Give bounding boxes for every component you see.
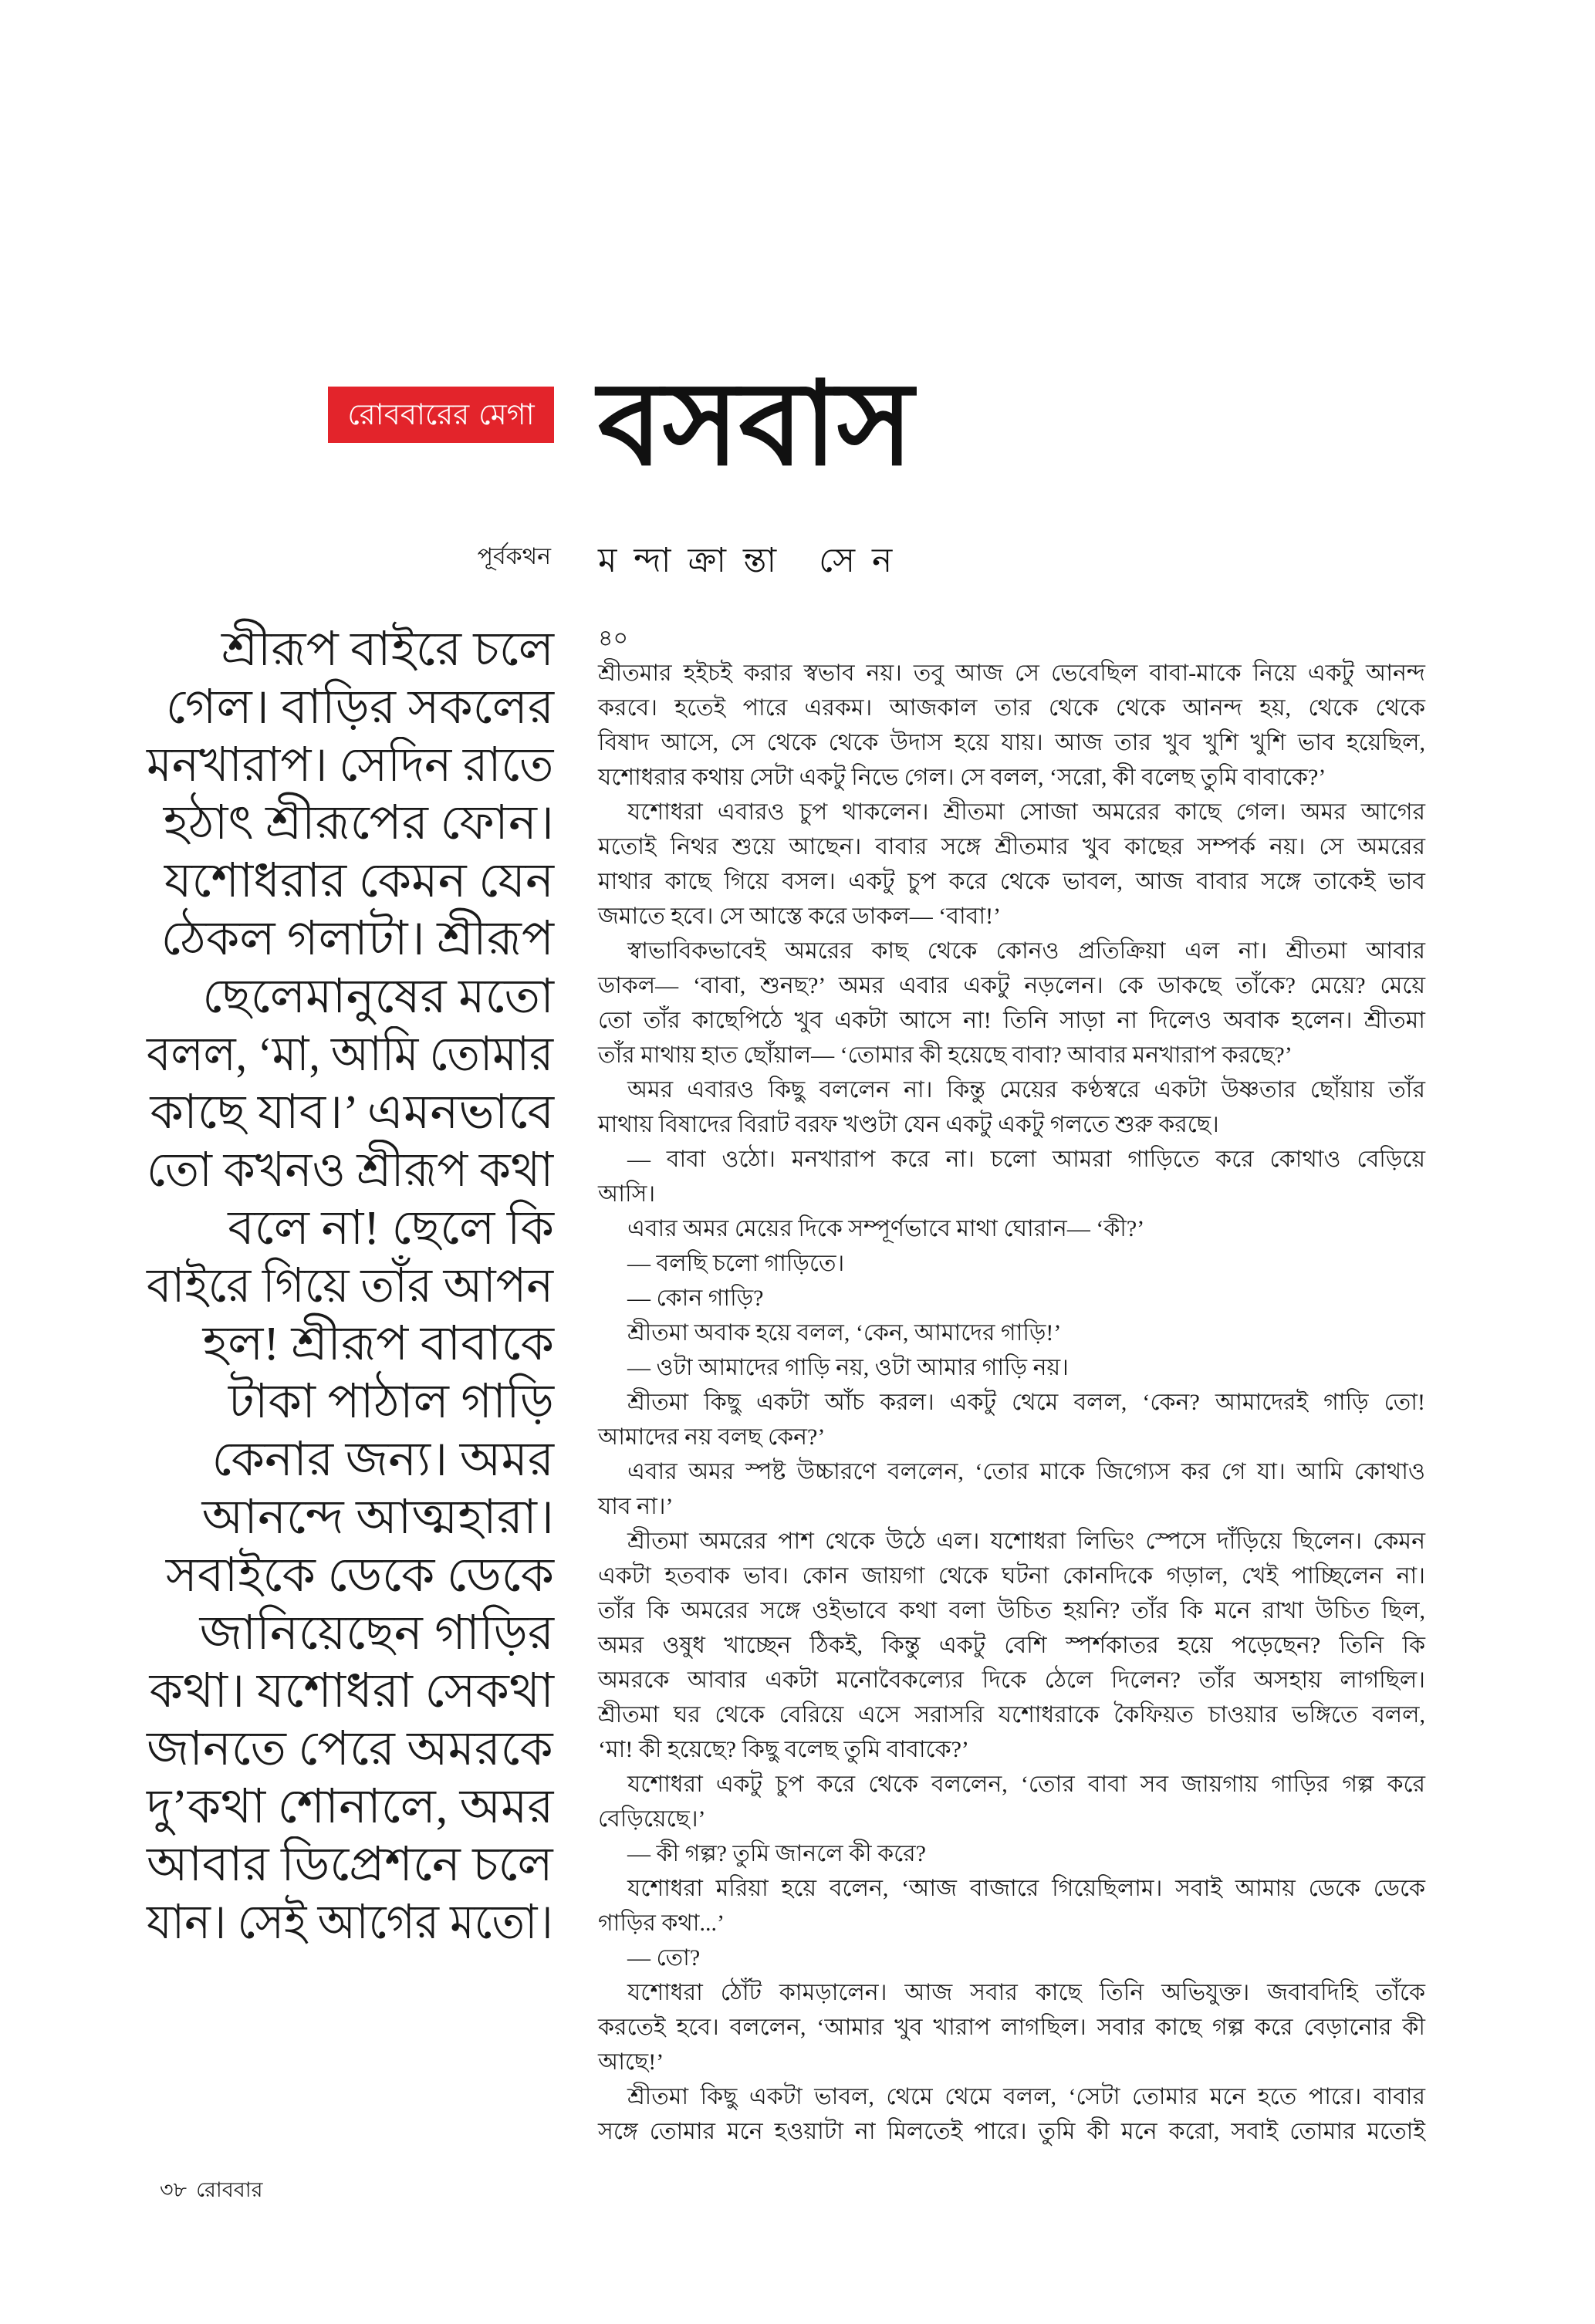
pull-quote-line bbox=[147, 1258, 554, 1316]
body-paragraph bbox=[598, 1767, 1425, 1836]
pull-quote-line-text: কথা। যশোধরা সেকথা bbox=[149, 1665, 554, 1718]
body-paragraph bbox=[598, 934, 1425, 1072]
body-line-text: — কোন গাড়ি? bbox=[627, 1285, 764, 1311]
body-line bbox=[598, 1975, 1425, 2010]
body-paragraph bbox=[598, 1316, 1425, 1350]
body-line-text: যাব না।’ bbox=[598, 1494, 674, 1519]
body-paragraph bbox=[598, 1072, 1425, 1142]
body-line-text: — বলছি চলো গাড়িতে। bbox=[627, 1251, 845, 1276]
body-line-text: শ্রীতমা অবাক হয়ে বলল, ‘কেন, আমাদের গাড়ি!’ bbox=[627, 1320, 1062, 1346]
body-line-text: গাড়ির কথা...’ bbox=[598, 1910, 725, 1936]
body-line-text: জমাতে হবে। সে আস্তে করে ডাকল— ‘বাবা!’ bbox=[598, 904, 1002, 929]
pull-quote-line-text: ছেলেমানুষের মতো bbox=[202, 971, 554, 1023]
body-line bbox=[598, 2114, 1425, 2149]
body-line bbox=[598, 1350, 1425, 1385]
body-line bbox=[598, 1628, 1425, 1663]
pull-quote-line bbox=[147, 1721, 554, 1778]
body-line bbox=[598, 1836, 1425, 1871]
pull-quote-line-text: তো কখনও শ্রীরূপ কথা bbox=[147, 1144, 554, 1197]
body-paragraph bbox=[598, 1941, 1425, 1975]
body-line bbox=[598, 656, 1425, 691]
body-line bbox=[598, 795, 1425, 829]
body-line bbox=[598, 1697, 1425, 1732]
body-line bbox=[598, 2079, 1425, 2114]
body-line bbox=[598, 1385, 1425, 1420]
pull-quote-line-text: যশোধরার কেমন যেন bbox=[164, 855, 554, 907]
pull-quote-line bbox=[147, 1084, 554, 1142]
body-paragraph bbox=[598, 1454, 1425, 1524]
body-line bbox=[598, 1906, 1425, 1941]
body-line-text: এবার অমর স্পষ্ট উচ্চারণে বললেন, ‘তোর মাকে জিগ্যেস কর গে যা। আমি কোথাও bbox=[627, 1459, 1425, 1485]
body-line-text: তো তাঁর কাছেপিঠে খুব একটা আসে না! তিনি সাড়া না দিলেও অবাক হলেন। শ্রীতমা bbox=[598, 1008, 1425, 1033]
body-line bbox=[598, 725, 1425, 760]
page-footer bbox=[160, 2176, 262, 2204]
body-line-text: বেড়িয়েছে।’ bbox=[598, 1806, 706, 1832]
pull-quote-line-text: হল! শ্রীরূপ বাবাকে bbox=[202, 1318, 554, 1370]
body-paragraph bbox=[598, 1836, 1425, 1871]
body-line-text: বিষাদ আসে, সে থেকে থেকে উদাস হয়ে যায়। আজ তার খুব খুশি খুশি ভাব হয়েছিল, bbox=[598, 730, 1425, 755]
pull-quote bbox=[147, 621, 554, 1952]
pull-quote-line-text: ঠেকল গলাটা। শ্রীরূপ bbox=[161, 913, 554, 965]
body-line-text: শ্রীতমা অমরের পাশ থেকে উঠে এল। যশোধরা লিভিং স্পেসে দাঁড়িয়ে ছিলেন। কেমন bbox=[627, 1529, 1425, 1554]
body-line bbox=[598, 1316, 1425, 1350]
pull-quote-line-text: বলে না! ছেলে কি bbox=[228, 1202, 554, 1255]
pull-quote-line bbox=[147, 1605, 554, 1663]
body-line-text: সঙ্গে তোমার মনে হওয়াটা না মিলতেই পারে। তুমি কী মনে করো, সবাই তোমার মতোই bbox=[598, 2119, 1425, 2144]
body-line bbox=[598, 864, 1425, 899]
body-line-text: অমরকে আবার একটা মনোবৈকল্যের দিকে ঠেলে দিলেন? তাঁর অসহায় লাগছিল। bbox=[598, 1667, 1425, 1693]
magazine-name: রোববার bbox=[196, 2178, 263, 2201]
body-line-text: আমাদের নয় বলছ কেন?’ bbox=[598, 1424, 826, 1450]
section-label: পূর্বকথন bbox=[477, 544, 551, 569]
body-line bbox=[598, 1559, 1425, 1593]
pull-quote-line bbox=[147, 968, 554, 1026]
pull-quote-line-text: বলল, ‘মা, আমি তোমার bbox=[147, 1029, 554, 1081]
body-line-text: অমর এবারও কিছু বললেন না। কিন্তু মেয়ের কণ্ঠস্বরে একটা উষ্ণতার ছোঁয়ায় তাঁর bbox=[627, 1077, 1425, 1103]
body-paragraph bbox=[598, 1975, 1425, 2079]
body-line-text: যশোধরার কথায় সেটা একটু নিভে গেল। সে বলল, ‘সরো, কী বলেছ তুমি বাবাকে?’ bbox=[598, 765, 1326, 790]
body-line bbox=[598, 1802, 1425, 1836]
body-paragraph bbox=[598, 1350, 1425, 1385]
body-line-text: — ওটা আমাদের গাড়ি নয়, ওটা আমার গাড়ি নয়। bbox=[627, 1355, 1069, 1380]
pull-quote-line bbox=[147, 1547, 554, 1605]
body-line bbox=[598, 1177, 1425, 1211]
installment-number bbox=[598, 621, 1425, 656]
body-line-text: — কী গল্প? তুমি জানলে কী করে? bbox=[627, 1841, 927, 1866]
article-body bbox=[598, 621, 1425, 2149]
body-line-text: যশোধরা এবারও চুপ থাকলেন। শ্রীতমা সোজা অমরের কাছে গেল। অমর আগের bbox=[627, 799, 1425, 825]
pull-quote-line bbox=[147, 1373, 554, 1431]
body-line-text: শ্রীতমা ঘর থেকে বেরিয়ে এসে সরাসরি যশোধরাকে কৈফিয়ত চাওয়ার ভঙ্গিতে বলল, bbox=[598, 1702, 1425, 1728]
body-line bbox=[598, 1072, 1425, 1107]
pull-quote-line-text: কেনার জন্য। অমর bbox=[211, 1434, 554, 1486]
body-line-text: ‘মা! কী হয়েছে? কিছু বলেছ তুমি বাবাকে?’ bbox=[598, 1737, 969, 1762]
pull-quote-line bbox=[147, 1836, 554, 1894]
pull-quote-line bbox=[147, 679, 554, 737]
body-line-text: আসি। bbox=[598, 1181, 656, 1207]
pull-quote-line bbox=[147, 795, 554, 853]
body-line-text: অমর ওষুধ খাচ্ছেন ঠিকই, কিন্তু একটু বেশি স্পর্শকাতর হয়ে পড়েছেন? তিনি কি bbox=[598, 1633, 1425, 1658]
pull-quote-line-text: কাছে যাব।’ এমনভাবে bbox=[150, 1086, 554, 1139]
pull-quote-line-text: আনন্দে আত্মহারা। bbox=[201, 1491, 554, 1544]
pull-quote-line-text: যান। সেই আগের মতো। bbox=[147, 1897, 553, 1949]
body-line-text: এবার অমর মেয়ের দিকে সম্পূর্ণভাবে মাথা ঘোরান— ‘কী?’ bbox=[627, 1216, 1145, 1241]
body-line bbox=[598, 1489, 1425, 1524]
body-line-text: তাঁর কি অমরের সঙ্গে ওইভাবে কথা বলা উচিত হয়নি? তাঁর কি মনে রাখা উচিত ছিল, bbox=[598, 1598, 1425, 1623]
body-line bbox=[598, 1663, 1425, 1697]
pull-quote-line bbox=[147, 1778, 554, 1836]
page-number: ৩৮ bbox=[160, 2178, 188, 2201]
pull-quote-line-text: হঠাৎ শ্রীরূপের ফোন। bbox=[163, 797, 554, 850]
pull-quote-line-text: গেল। বাড়ির সকলের bbox=[165, 681, 554, 734]
body-line bbox=[598, 829, 1425, 864]
body-paragraph bbox=[598, 1211, 1425, 1246]
body-paragraph bbox=[598, 1142, 1425, 1211]
body-line bbox=[598, 1003, 1425, 1038]
pull-quote-line-text: জানিয়েছেন গাড়ির bbox=[199, 1607, 554, 1660]
body-line bbox=[598, 1420, 1425, 1454]
pull-quote-line-text: বাইরে গিয়ে তাঁর আপন bbox=[147, 1260, 554, 1312]
body-line bbox=[598, 899, 1425, 934]
pull-quote-line bbox=[147, 1489, 554, 1547]
body-line-text: করবে। হতেই পারে এরকম। আজকাল তার থেকে থেকে আনন্দ হয়, থেকে থেকে bbox=[598, 695, 1425, 721]
body-line-text: করতেই হবে। বললেন, ‘আমার খুব খারাপ লাগছিল। সবার কাছে গল্প করে বেড়ানোর কী bbox=[598, 2015, 1425, 2040]
body-line-text: আছে!’ bbox=[598, 2049, 664, 2075]
body-line-text: স্বাভাবিকভাবেই অমরের কাছ থেকে কোনও প্রতিক্রিয়া এল না। শ্রীতমা আবার bbox=[627, 938, 1425, 964]
body-line bbox=[598, 691, 1425, 725]
pull-quote-line bbox=[147, 853, 554, 910]
body-paragraph bbox=[598, 1385, 1425, 1454]
pull-quote-line-text: দু’কথা শোনালে, অমর bbox=[147, 1781, 554, 1833]
body-paragraph bbox=[598, 795, 1425, 934]
pull-quote-line-text: সবাইকে ডেকে ডেকে bbox=[165, 1549, 554, 1602]
body-paragraph bbox=[598, 1871, 1425, 1941]
pull-quote-line bbox=[147, 621, 554, 679]
body-line-text: একটা হতবাক ভাব। কোন জায়গা থেকে ঘটনা কোনদিকে গড়াল, খেই পাচ্ছিলেন না। bbox=[598, 1563, 1425, 1589]
pull-quote-line bbox=[147, 1663, 554, 1721]
body-line bbox=[598, 1941, 1425, 1975]
body-line bbox=[598, 2010, 1425, 2045]
article-title: বসবাস bbox=[598, 357, 914, 491]
body-line bbox=[598, 1767, 1425, 1802]
body-line-text: — তো? bbox=[627, 1945, 701, 1971]
pull-quote-line-text: শ্রীরূপ বাইরে চলে bbox=[221, 623, 554, 676]
body-line-text: মাথার কাছে গিয়ে বসল। একটু চুপ করে থেকে ভাবল, আজ বাবার সঙ্গে তাকেই ভাব bbox=[598, 869, 1425, 894]
pull-quote-line-text: টাকা পাঠাল গাড়ি bbox=[228, 1376, 554, 1428]
body-line bbox=[598, 1281, 1425, 1316]
body-line-text: যশোধরা ঠোঁট কামড়ালেন। আজ সবার কাছে তিনি অভিযুক্ত। জবাবদিহি তাঁকে bbox=[627, 1980, 1425, 2005]
pull-quote-line bbox=[147, 1200, 554, 1258]
body-line-text: যশোধরা একটু চুপ করে থেকে বললেন, ‘তোর বাবা সব জায়গায় গাড়ির গল্প করে bbox=[627, 1772, 1425, 1797]
pull-quote-line bbox=[147, 737, 554, 795]
pull-quote-line bbox=[147, 1316, 554, 1373]
pull-quote-line bbox=[147, 910, 554, 968]
body-line-text: ডাকল— ‘বাবা, শুনছ?’ অমর এবার একটু নড়লেন। কে ডাকছে তাঁকে? মেয়ে? মেয়ে bbox=[598, 973, 1425, 998]
body-line bbox=[598, 1038, 1425, 1072]
body-line bbox=[598, 1211, 1425, 1246]
pull-quote-line-text: আবার ডিপ্রেশনে চলে bbox=[147, 1839, 554, 1891]
series-label-text: রোববারের মেগা bbox=[347, 397, 535, 431]
body-line bbox=[598, 1524, 1425, 1559]
body-paragraph bbox=[598, 1524, 1425, 1767]
body-line-text: শ্রীতমার হইচই করার স্বভাব নয়। তবু আজ সে ভেবেছিল বাবা-মাকে নিয়ে একটু আনন্দ bbox=[598, 660, 1425, 686]
body-line bbox=[598, 968, 1425, 1003]
body-line-text: তাঁর মাথায় হাত ছোঁয়াল— ‘তোমার কী হয়েছে বাবা? আবার মনখারাপ করছে?’ bbox=[598, 1042, 1293, 1068]
pull-quote-line-text: মনখারাপ। সেদিন রাতে bbox=[147, 739, 554, 792]
author-name: মন্দাক্রান্তা সেন bbox=[598, 542, 910, 579]
body-line-text: শ্রীতমা কিছু একটা আঁচ করল। একটু থেমে বলল, ‘কেন? আমাদেরই গাড়ি তো! bbox=[627, 1390, 1425, 1415]
pull-quote-line bbox=[147, 1026, 554, 1084]
body-line bbox=[598, 1732, 1425, 1767]
body-line bbox=[598, 934, 1425, 968]
pull-quote-line bbox=[147, 1142, 554, 1200]
body-paragraph bbox=[598, 656, 1425, 795]
pull-quote-line bbox=[147, 1431, 554, 1489]
pull-quote-line bbox=[147, 1894, 554, 1952]
body-line bbox=[598, 1871, 1425, 1906]
body-line-text: যশোধরা মরিয়া হয়ে বলেন, ‘আজ বাজারে গিয়েছিলাম। সবাই আমায় ডেকে ডেকে bbox=[627, 1876, 1425, 1901]
body-line bbox=[598, 2045, 1425, 2079]
body-paragraph bbox=[598, 2079, 1425, 2149]
body-line bbox=[598, 760, 1425, 795]
installment-number-text: ৪০ bbox=[598, 626, 628, 651]
body-line bbox=[598, 1454, 1425, 1489]
body-line-text: মতোই নিথর শুয়ে আছেন। বাবার সঙ্গে শ্রীতমার খুব কাছের সম্পর্ক নয়। সে অমরের bbox=[598, 834, 1425, 860]
body-line-text: — বাবা ওঠো। মনখারাপ করে না। চলো আমরা গাড়িতে করে কোথাও বেড়িয়ে bbox=[627, 1147, 1425, 1172]
body-line-text: মাথায় বিষাদের বিরাট বরফ খণ্ডটা যেন একটু একটু গলতে শুরু করছে। bbox=[598, 1112, 1219, 1137]
series-label-badge bbox=[328, 387, 554, 443]
body-line bbox=[598, 1107, 1425, 1142]
body-paragraph bbox=[598, 1281, 1425, 1316]
body-line-text: শ্রীতমা কিছু একটা ভাবল, থেমে থেমে বলল, ‘সেটা তোমার মনে হতে পারে। বাবার bbox=[627, 2084, 1425, 2110]
body-line bbox=[598, 1142, 1425, 1177]
body-line bbox=[598, 1246, 1425, 1281]
pull-quote-line-text: জানতে পেরে অমরকে bbox=[147, 1723, 553, 1775]
body-line bbox=[598, 1593, 1425, 1628]
body-paragraph bbox=[598, 1246, 1425, 1281]
